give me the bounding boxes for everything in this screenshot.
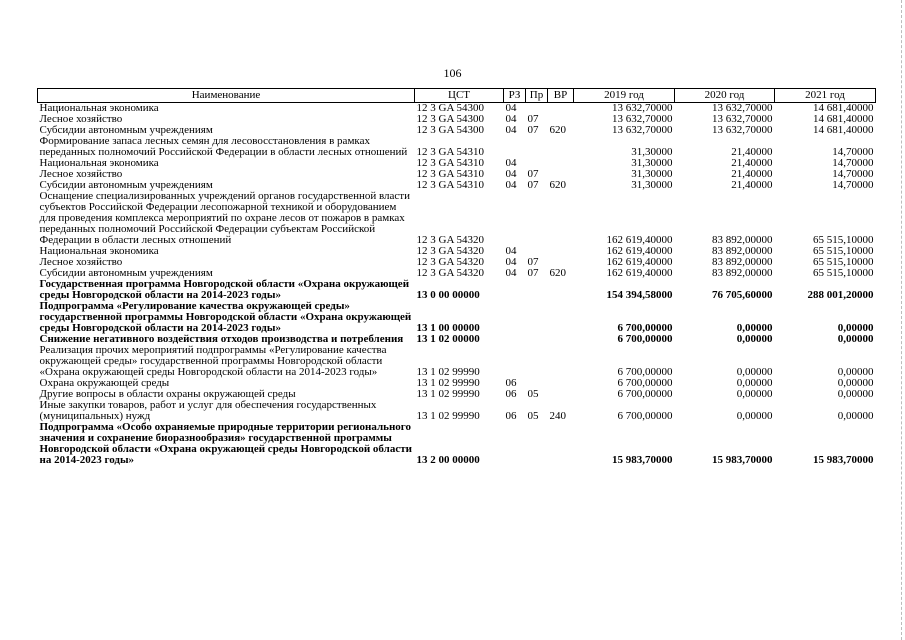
- cell-name: Лесное хозяйство: [39, 113, 123, 125]
- table-row: [38, 191, 876, 246]
- cell-pr: [526, 191, 548, 246]
- cell-rz: 04: [505, 168, 517, 180]
- header-vr: ВР: [548, 89, 574, 103]
- table-row: [38, 345, 876, 378]
- cell-rz: 04: [505, 157, 517, 169]
- cell-rz: [504, 334, 526, 345]
- cell-rz: 06: [505, 388, 517, 400]
- header-rz: РЗ: [504, 89, 526, 103]
- cell-y2019: 15 983,70000: [612, 454, 673, 466]
- cell-y2020: 0,00000: [736, 333, 773, 345]
- cell-vr: [548, 191, 574, 246]
- cell-vr: 620: [549, 267, 566, 279]
- cell-rz: 04: [505, 245, 517, 257]
- cell-y2020: 83 892,00000: [712, 245, 773, 257]
- page-number: 106: [443, 66, 462, 80]
- table-row: [38, 301, 876, 334]
- cell-cst: 12 3 GA 54300: [416, 102, 485, 114]
- header-2021: 2021 год: [775, 89, 876, 103]
- cell-pr: 07: [527, 124, 539, 136]
- cell-name: Реализация прочих мероприятий подпрограммы «Регулирование качества окружающей среды» государственной программы Новгородской области «Охрана окружающей среды Новгородской области на 2014-2023 годы»: [39, 344, 387, 378]
- cell-y2020: 13 632,70000: [712, 113, 773, 125]
- cell-rz: 06: [505, 410, 517, 422]
- cell-y2020: 21,40000: [731, 168, 773, 180]
- cell-y2020: 0,00000: [736, 377, 773, 389]
- cell-y2020: 76 705,60000: [712, 289, 773, 301]
- cell-y2021: 15 983,70000: [813, 454, 874, 466]
- cell-rz: [504, 422, 526, 466]
- cell-rz: 06: [505, 377, 517, 389]
- cell-y2019: 6 700,00000: [617, 322, 673, 334]
- cell-cst: 12 3 GA 54310: [416, 168, 485, 180]
- cell-pr: 07: [527, 256, 539, 268]
- cell-cst: 12 3 GA 54300: [416, 113, 485, 125]
- table-row: [38, 422, 876, 466]
- cell-y2020: 83 892,00000: [712, 267, 773, 279]
- cell-cst: 12 3 GA 54320: [416, 256, 485, 268]
- cell-y2019: 6 700,00000: [617, 333, 673, 345]
- cell-pr: [526, 422, 548, 466]
- cell-name: Субсидии автономным учреждениям: [39, 267, 213, 279]
- budget-table: [37, 88, 876, 466]
- cell-cst: 13 1 02 99990: [416, 388, 480, 400]
- cell-rz: 04: [505, 113, 517, 125]
- cell-y2021: 14,70000: [832, 146, 874, 158]
- cell-name: Национальная экономика: [39, 245, 159, 257]
- cell-vr: [548, 136, 574, 158]
- header-2019: 2019 год: [574, 89, 675, 103]
- cell-y2021: 0,00000: [837, 366, 874, 378]
- cell-y2021: 0,00000: [837, 388, 874, 400]
- cell-pr: [526, 279, 548, 301]
- cell-y2019: 13 632,70000: [612, 102, 673, 114]
- cell-cst: 13 2 00 00000: [416, 454, 480, 466]
- cell-vr: [548, 158, 574, 169]
- cell-pr: 05: [527, 410, 539, 422]
- cell-y2020: 0,00000: [736, 410, 773, 422]
- cell-rz: 04: [505, 256, 517, 268]
- cell-y2021: 288 001,20000: [807, 289, 874, 301]
- header-pr: Пр: [526, 89, 548, 103]
- cell-name: Субсидии автономным учреждениям: [39, 179, 213, 191]
- cell-cst: 12 3 GA 54320: [416, 234, 485, 246]
- cell-pr: 07: [527, 267, 539, 279]
- table-row: [38, 136, 876, 158]
- cell-rz: [504, 279, 526, 301]
- cell-name: Субсидии автономным учреждениям: [39, 124, 213, 136]
- cell-pr: 07: [527, 179, 539, 191]
- cell-pr: [526, 334, 548, 345]
- cell-y2019: 154 394,58000: [606, 289, 673, 301]
- cell-vr: [548, 246, 574, 257]
- cell-pr: 07: [527, 113, 539, 125]
- cell-name: Национальная экономика: [39, 157, 159, 169]
- cell-rz: 04: [505, 124, 517, 136]
- cell-vr: [548, 279, 574, 301]
- table-row: [38, 279, 876, 301]
- cell-name: Оснащение специализированных учреждений органов государственной власти субъектов Российской Федерации лесопожарной техникой и оборудованием для проведения комплекса мероприятий по охране лесов от пожаров в рамках переданных полномочий Российской Федерации субъектам Российской Федерации в области лесных отношений: [39, 190, 410, 246]
- cell-y2020: 13 632,70000: [712, 102, 773, 114]
- cell-pr: [526, 345, 548, 378]
- cell-y2019: 162 619,40000: [606, 267, 673, 279]
- cell-y2021: 14 681,40000: [813, 113, 874, 125]
- cell-y2019: 6 700,00000: [617, 366, 673, 378]
- cell-y2020: 0,00000: [736, 366, 773, 378]
- scan-edge: [900, 0, 902, 640]
- cell-cst: 13 1 02 00000: [416, 333, 480, 345]
- cell-cst: 12 3 GA 54310: [416, 157, 485, 169]
- cell-y2020: 83 892,00000: [712, 256, 773, 268]
- cell-y2020: 0,00000: [736, 388, 773, 400]
- cell-y2020: 13 632,70000: [712, 124, 773, 136]
- cell-y2020: 21,40000: [731, 146, 773, 158]
- cell-rz: 04: [505, 102, 517, 114]
- cell-y2021: 65 515,10000: [813, 267, 874, 279]
- cell-y2021: 65 515,10000: [813, 234, 874, 246]
- cell-y2019: 31,30000: [631, 168, 673, 180]
- cell-y2019: 162 619,40000: [606, 256, 673, 268]
- cell-vr: 620: [549, 179, 566, 191]
- cell-cst: 12 3 GA 54320: [416, 267, 485, 279]
- cell-rz: [504, 301, 526, 334]
- cell-y2021: 14,70000: [832, 179, 874, 191]
- cell-y2021: 14,70000: [832, 157, 874, 169]
- cell-y2019: 31,30000: [631, 146, 673, 158]
- cell-y2019: 162 619,40000: [606, 245, 673, 257]
- cell-y2021: 0,00000: [837, 377, 874, 389]
- cell-rz: [504, 191, 526, 246]
- header-name: Наименование: [38, 89, 415, 103]
- cell-y2020: 21,40000: [731, 179, 773, 191]
- cell-vr: 620: [549, 124, 566, 136]
- cell-pr: [526, 301, 548, 334]
- cell-y2021: 0,00000: [837, 333, 874, 345]
- cell-cst: 12 3 GA 54320: [416, 245, 485, 257]
- cell-y2020: 21,40000: [731, 157, 773, 169]
- cell-vr: 240: [549, 410, 566, 422]
- cell-y2021: 65 515,10000: [813, 256, 874, 268]
- cell-name: Подпрограмма «Особо охраняемые природные территории регионального значения и сохранение биоразнообразия» государственной программы Новгородской области «Охрана окружающей среды Новгородской области на 2014-2023 годы»: [39, 421, 412, 466]
- cell-rz: [504, 345, 526, 378]
- cell-y2021: 65 515,10000: [813, 245, 874, 257]
- cell-vr: [548, 389, 574, 400]
- cell-y2020: 0,00000: [736, 322, 773, 334]
- cell-y2020: 15 983,70000: [712, 454, 773, 466]
- cell-vr: [548, 378, 574, 389]
- cell-name: Охрана окружающей среды: [39, 377, 170, 389]
- cell-cst: 13 1 02 99990: [416, 410, 480, 422]
- cell-cst: 13 1 02 99990: [416, 366, 480, 378]
- cell-rz: 04: [505, 179, 517, 191]
- cell-y2019: 31,30000: [631, 179, 673, 191]
- table-header-row: [38, 89, 876, 103]
- cell-name: Государственная программа Новгородской области «Охрана окружающей среды Новгородской области на 2014-2023 годы»: [39, 278, 410, 301]
- cell-y2019: 13 632,70000: [612, 124, 673, 136]
- cell-y2019: 6 700,00000: [617, 410, 673, 422]
- cell-y2021: 14,70000: [832, 168, 874, 180]
- cell-vr: [548, 334, 574, 345]
- cell-y2021: 14 681,40000: [813, 102, 874, 114]
- cell-cst: 12 3 GA 54310: [416, 146, 485, 158]
- cell-pr: 07: [527, 168, 539, 180]
- cell-vr: [548, 345, 574, 378]
- cell-cst: 13 1 00 00000: [416, 322, 480, 334]
- cell-name: Снижение негативного воздействия отходов производства и потребления: [39, 333, 404, 345]
- header-2020: 2020 год: [675, 89, 775, 103]
- cell-name: Национальная экономика: [39, 102, 159, 114]
- cell-y2019: 13 632,70000: [612, 113, 673, 125]
- cell-name: Формирование запаса лесных семян для лесовосстановления в рамках переданных полномочий Российской Федерации в области лесных отношений: [39, 135, 408, 158]
- cell-y2021: 14 681,40000: [813, 124, 874, 136]
- cell-name: Другие вопросы в области охраны окружающей среды: [39, 388, 296, 400]
- cell-pr: 05: [527, 388, 539, 400]
- cell-cst: 12 3 GA 54300: [416, 124, 485, 136]
- cell-y2019: 162 619,40000: [606, 234, 673, 246]
- cell-name: Лесное хозяйство: [39, 256, 123, 268]
- cell-rz: [504, 136, 526, 158]
- cell-vr: [548, 103, 574, 115]
- cell-y2020: 83 892,00000: [712, 234, 773, 246]
- cell-cst: 13 0 00 00000: [416, 289, 480, 301]
- cell-cst: 12 3 GA 54310: [416, 179, 485, 191]
- cell-y2019: 6 700,00000: [617, 377, 673, 389]
- cell-name: Иные закупки товаров, работ и услуг для обеспечения государственных (муниципальных) нужд: [39, 399, 377, 422]
- cell-y2021: 0,00000: [837, 322, 874, 334]
- cell-y2021: 0,00000: [837, 410, 874, 422]
- cell-y2019: 6 700,00000: [617, 388, 673, 400]
- cell-name: Лесное хозяйство: [39, 168, 123, 180]
- cell-vr: [548, 301, 574, 334]
- header-cst: ЦСТ: [415, 89, 504, 103]
- cell-cst: 13 1 02 99990: [416, 377, 480, 389]
- cell-name: Подпрограмма «Регулирование качества окружающей среды» государственной программы Новгородской области «Охрана окружающей среды Новгородской области на 2014-2023 годы»: [39, 300, 412, 334]
- cell-rz: 04: [505, 267, 517, 279]
- cell-y2019: 31,30000: [631, 157, 673, 169]
- cell-pr: [526, 136, 548, 158]
- table-row: [38, 400, 876, 422]
- cell-vr: [548, 422, 574, 466]
